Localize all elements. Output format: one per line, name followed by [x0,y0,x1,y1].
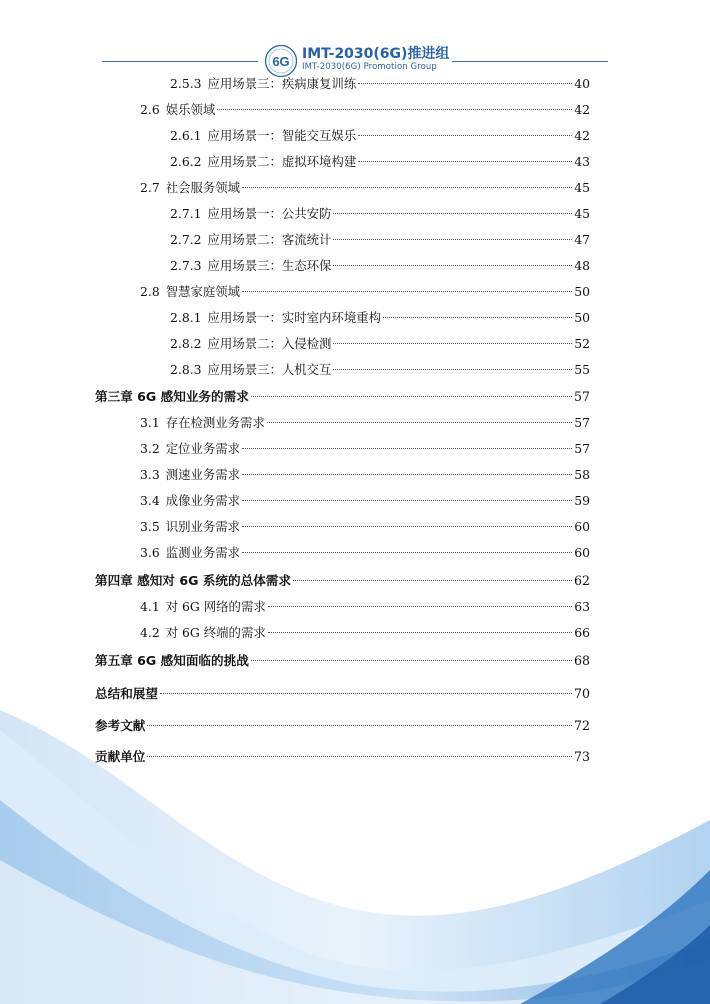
toc-entry-title: 应用场景二：虚拟环境构建 [207,154,357,169]
toc-entry-title: 应用场景三：疾病康复训练 [207,76,357,91]
toc-entry-number: 2.7 [140,180,160,195]
toc-entry[interactable] [140,282,590,302]
toc-leader-dots [242,474,572,475]
toc-entry-number: 2.6.1 [170,128,202,143]
toc-entry-title: 应用场景二：入侵检测 [207,336,332,351]
toc-entry-page-number: 57 [573,389,590,404]
toc-entry-number: 2.6.2 [170,154,202,169]
toc-leader-dots [147,725,572,726]
toc-entry-number: 3.3 [140,467,160,482]
toc-entry-page-number: 63 [574,599,590,614]
toc-entry-title: 成像业务需求 [165,493,241,508]
toc-entry-number: 2.7.2 [170,232,202,247]
toc-entry-title: 第五章 6G 感知面临的挑战 [95,653,249,668]
toc-entry-page-number: 52 [574,336,590,351]
header-brand [302,46,449,73]
toc-entry[interactable] [140,597,590,617]
toc-leader-dots [358,135,572,136]
toc-entry[interactable] [170,152,590,172]
toc-leader-dots [242,187,572,188]
toc-entry-number: 2.7.3 [170,258,202,273]
toc-entry-title: 参考文献 [95,718,146,733]
toc-entry-page-number: 66 [574,625,590,640]
header-org-name-cn: IMT-2030(6G)推进组 [302,46,450,62]
toc-entry-number: 2.6 [140,102,160,117]
toc-entry[interactable] [95,747,590,767]
toc-entry[interactable] [95,651,590,671]
toc-entry-title: 总结和展望 [95,686,158,701]
toc-entry[interactable] [170,74,590,94]
toc-entry[interactable] [170,230,590,250]
toc-entry[interactable] [95,716,590,736]
toc-entry-title: 定位业务需求 [165,441,241,456]
toc-entry-title: 应用场景一：实时室内环境重构 [207,310,381,325]
toc-entry-title: 第三章 6G 感知业务的需求 [95,389,249,404]
toc-leader-dots [333,369,572,370]
toc-leader-dots [147,756,572,757]
toc-entry[interactable] [170,204,590,224]
toc-leader-dots [333,265,572,266]
toc-leader-dots [242,448,572,449]
toc-leader-dots [358,161,572,162]
toc-entry-number: 3.4 [140,493,160,508]
toc-entry-page-number: 72 [573,718,590,733]
toc-entry[interactable] [140,543,590,563]
toc-entry-number: 2.8.2 [170,336,202,351]
toc-leader-dots [333,343,572,344]
toc-leader-dots [383,317,572,318]
toc-leader-dots [242,526,572,527]
toc-entry-title: 应用场景三：人机交互 [207,362,332,377]
toc-entry[interactable] [140,439,590,459]
toc-entry[interactable] [140,517,590,537]
toc-entry-page-number: 62 [573,573,590,588]
toc-entry-title: 第四章 感知对 6G 系统的总体需求 [95,573,291,588]
toc-entry[interactable] [95,684,590,704]
toc-entry[interactable] [140,491,590,511]
toc-entry[interactable] [140,178,590,198]
toc-entry-page-number: 40 [574,76,590,91]
header-org-name-en: IMT-2030(6G) Promotion Group [302,62,437,72]
toc-entry-page-number: 45 [574,180,590,195]
toc-leader-dots [251,396,572,397]
toc-entry-title: 应用场景一：智能交互娱乐 [207,128,357,143]
toc-leader-dots [242,552,572,553]
toc-entry-page-number: 47 [574,232,590,247]
toc-entry-page-number: 68 [573,653,590,668]
toc-entry-title: 应用场景一：公共安防 [207,206,332,221]
toc-entry-number: 2.8.3 [170,362,202,377]
toc-entry-number: 2.5.3 [170,76,202,91]
toc-entry-page-number: 70 [573,686,590,701]
toc-entry[interactable] [140,465,590,485]
header-line-left [102,61,258,62]
toc-entry-title: 娱乐领域 [165,102,216,117]
toc-entry-title: 社会服务领域 [165,180,241,195]
toc-entry[interactable] [140,623,590,643]
toc-entry-title: 识别业务需求 [165,519,241,534]
toc-leader-dots [251,660,572,661]
toc-leader-dots [333,239,572,240]
header-line-right [452,61,608,62]
toc-entry-title: 应用场景二：客流统计 [207,232,332,247]
toc-entry-number: 4.1 [140,599,160,614]
toc-entry-page-number: 42 [574,128,590,143]
toc-entry-number: 2.7.1 [170,206,202,221]
toc-entry-title: 智慧家庭领域 [165,284,241,299]
toc-entry[interactable] [170,334,590,354]
toc-entry[interactable] [170,360,590,380]
toc-entry[interactable] [170,126,590,146]
toc-entry-number: 3.5 [140,519,160,534]
toc-entry[interactable] [140,100,590,120]
toc-entry[interactable] [170,308,590,328]
toc-entry-number: 3.1 [140,415,160,430]
toc-leader-dots [268,606,572,607]
toc-entry-title: 存在检测业务需求 [165,415,265,430]
toc-entry-number: 2.8.1 [170,310,202,325]
toc-leader-dots [160,693,572,694]
toc-leader-dots [267,422,572,423]
toc-entry[interactable] [140,413,590,433]
toc-entry-page-number: 73 [573,749,590,764]
toc-entry-page-number: 57 [574,415,590,430]
toc-entry-page-number: 50 [574,310,590,325]
toc-entry[interactable] [170,256,590,276]
toc-entry-page-number: 43 [574,154,590,169]
toc-leader-dots [268,632,572,633]
toc-entry-number: 3.2 [140,441,160,456]
toc-entry[interactable] [95,387,590,407]
toc-leader-dots [293,580,572,581]
toc-entry-title: 监测业务需求 [165,545,241,560]
toc-leader-dots [217,109,572,110]
toc-entry-number: 2.8 [140,284,160,299]
toc-entry-page-number: 57 [574,441,590,456]
svg-text:6G: 6G [272,54,290,69]
toc-entry-page-number: 48 [574,258,590,273]
toc-entry-title: 贡献单位 [95,749,146,764]
toc-entry-title: 对 6G 网络的需求 [165,599,266,614]
toc-entry-number: 4.2 [140,625,160,640]
toc-leader-dots [358,83,572,84]
toc-entry[interactable] [95,571,590,591]
toc-entry-page-number: 60 [574,545,590,560]
toc-entry-title: 应用场景三：生态环保 [207,258,332,273]
toc-entry-page-number: 45 [574,206,590,221]
toc-entry-page-number: 58 [574,467,590,482]
toc-entry-number: 3.6 [140,545,160,560]
toc-entry-page-number: 60 [574,519,590,534]
toc-entry-title: 对 6G 终端的需求 [165,625,266,640]
toc-entry-title: 测速业务需求 [165,467,241,482]
toc-entry-page-number: 59 [574,493,590,508]
toc-entry-page-number: 50 [574,284,590,299]
toc-leader-dots [242,500,572,501]
toc-entry-page-number: 42 [574,102,590,117]
toc-leader-dots [242,291,572,292]
imt2030-logo-icon [264,44,298,78]
toc-leader-dots [333,213,572,214]
toc-entry-page-number: 55 [574,362,590,377]
